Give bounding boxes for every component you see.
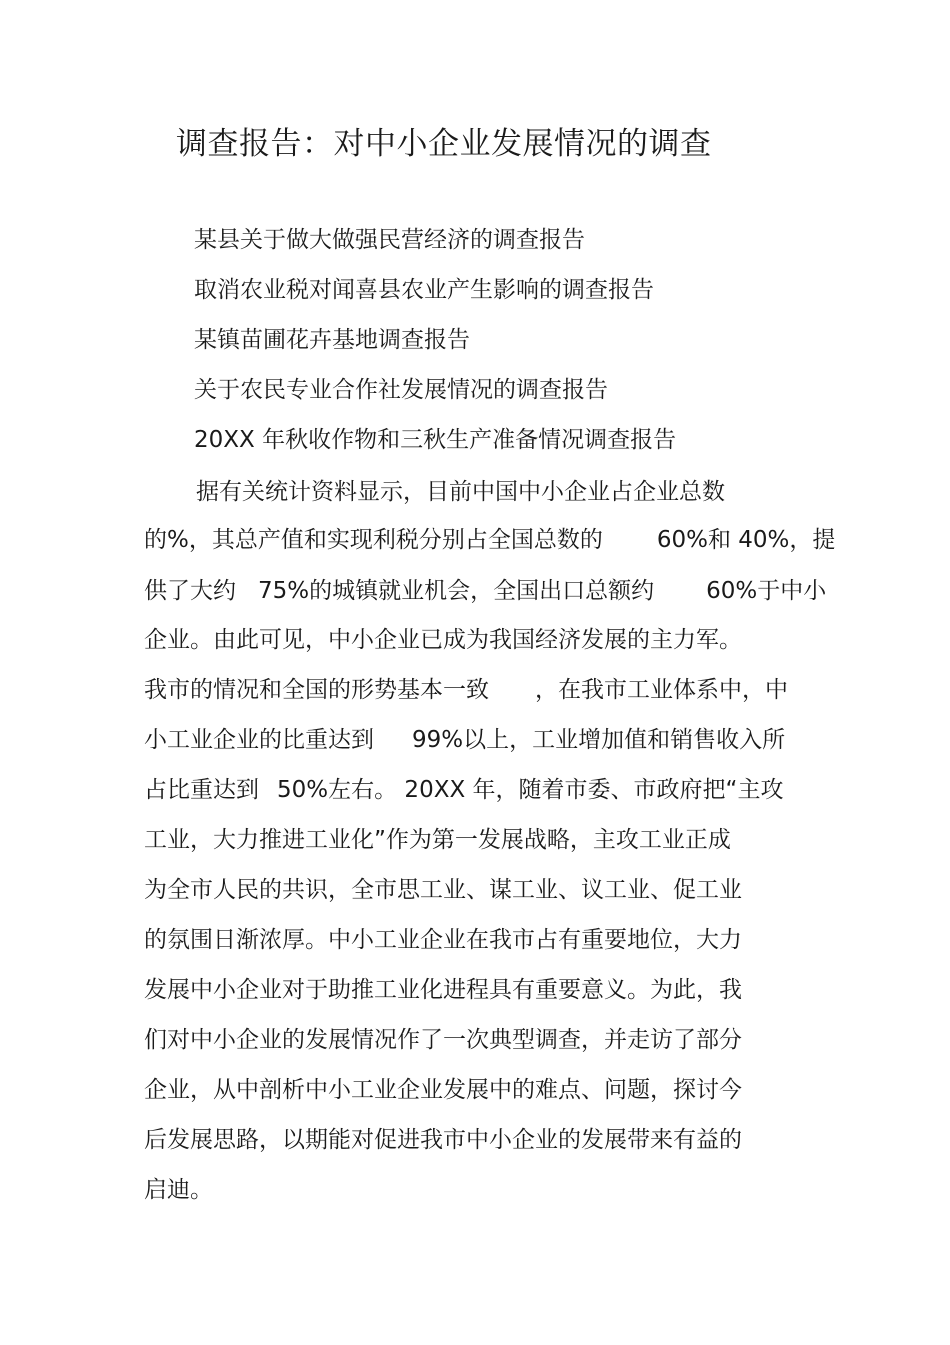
body-text: 供了大约 <box>144 578 236 604</box>
body-line: 发展中小企业对于助推工业化进程具有重要意义。为此，我 <box>144 977 742 1003</box>
related-reports-list <box>194 222 676 472</box>
body-line: 们对中小企业的发展情况作了一次典型调查，并走访了部分 <box>144 1027 742 1053</box>
related-report-item: 关于农民专业合作社发展情况的调查报告 <box>194 377 608 403</box>
body-line: 工业，大力推进工业化”作为第一发展战略，主攻工业正成 <box>144 827 731 853</box>
related-report-item: 20XX 年秋收作物和三秋生产准备情况调查报告 <box>194 427 677 453</box>
body-text: 60%和 40%，提 <box>656 527 836 553</box>
body-line: 企业。由此可见，中小企业已成为我国经济发展的主力军。 <box>144 627 742 653</box>
related-report-item: 取消农业税对闻喜县农业产生影响的调查报告 <box>194 277 654 303</box>
body-text: 小工业企业的比重达到 <box>144 727 374 753</box>
body-text: 50%左右。 20XX 年，随着市委、市政府把“主攻 <box>277 777 784 803</box>
body-line: 企业，从中剖析中小工业企业发展中的难点、问题，探讨今 <box>144 1077 742 1103</box>
body-line <box>144 772 783 808</box>
body-line: 的氛围日渐浓厚。中小工业企业在我市占有重要地位，大力 <box>144 927 742 953</box>
body-line <box>144 722 785 758</box>
body-text: 60%于中小 <box>706 578 827 604</box>
body-line <box>144 522 835 558</box>
body-text: 99%以上，工业增加值和销售收入所 <box>412 727 786 753</box>
body-text: 我市的情况和全国的形势基本一致 <box>144 677 489 703</box>
body-line: 据有关统计资料显示，目前中国中小企业占企业总数 <box>196 479 725 505</box>
body-text: 75%的城镇就业机会，全国出口总额约 <box>258 578 655 604</box>
body-line <box>144 672 788 708</box>
body-line <box>144 573 826 609</box>
related-report-item: 某县关于做大做强民营经济的调查报告 <box>194 227 585 253</box>
body-text: ，在我市工业体系中，中 <box>535 677 788 703</box>
document-title: 调查报告：对中小企业发展情况的调查 <box>176 126 712 162</box>
body-text: 的%，其总产值和实现利税分别占全国总数的 <box>144 527 603 553</box>
body-line: 后发展思路，以期能对促进我市中小企业的发展带来有益的 <box>144 1127 742 1153</box>
body-line: 启迪。 <box>144 1177 213 1203</box>
related-report-item: 某镇苗圃花卉基地调查报告 <box>194 327 470 353</box>
body-text: 占比重达到 <box>144 777 259 803</box>
body-line: 为全市人民的共识，全市思工业、谋工业、议工业、促工业 <box>144 877 742 903</box>
